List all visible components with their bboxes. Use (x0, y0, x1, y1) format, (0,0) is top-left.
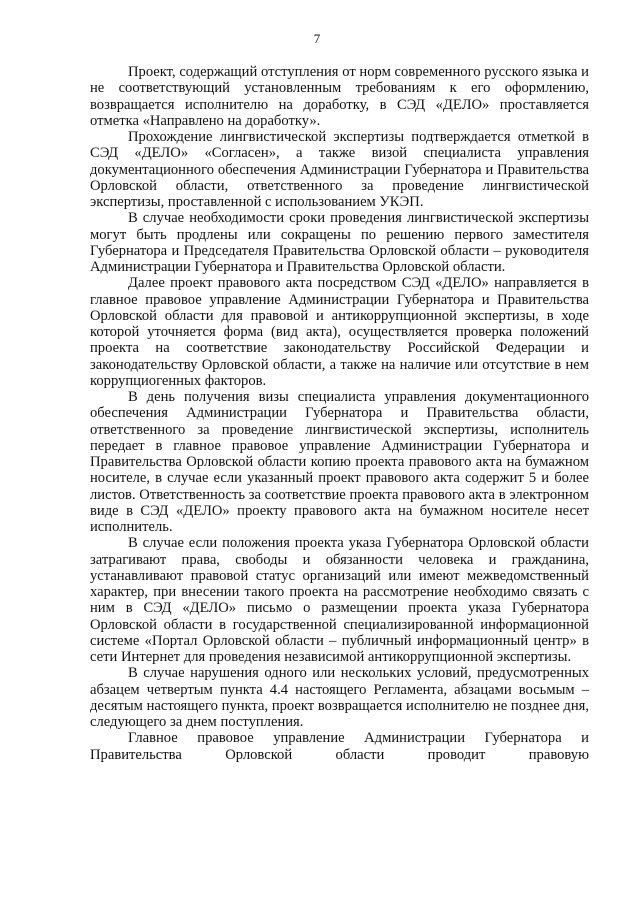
paragraph-anticorruption-portal: В случае если положения проекта указа Губернатора Орловской области затрагивают права, свободы и обязанности человека и гражданина, устанавливают правовой статус организаций или имеют межведомственный характер, при внесении такого проекта на рассмотрение необходимо связать с ним в СЭД «ДЕЛО» письмо о размещении проекта указа Губернатора Орловской области в государственной специализированной информационной системе «Портал Орловской области – публичный информационный центр» в сети Интернет для проведения независимой антикоррупционной экспертизы. (90, 535, 589, 665)
paragraph-legal-department: Главное правовое управление Администрации Губернатора и Правительства Орловской области проводит правовую (90, 730, 589, 763)
page-number: 7 (313, 31, 321, 46)
paragraph-violation-return: В случае нарушения одного или нескольких условий, предусмотренных абзацем четвертым пункта 4.4 настоящего Регламента, абзацами восьмым – десятым настоящего пункта, проект возвращается исполнителю не позднее дня, следующего за днем поступления. (90, 665, 589, 730)
paragraph-legal-review: Далее проект правового акта посредством СЭД «ДЕЛО» направляется в главное правовое управление Администрации Губернатора и Правительства Орловской области для правовой и антикоррупционной экспертизы, в ходе которой уточняется форма (вид акта), осуществляется проверка положений проекта на соответствие законодательству Российской Федерации и законодательству Орловской области, а также на наличие или отсутствие в нем коррупциогенных факторов. (90, 275, 589, 389)
paragraph-expertise-deadline: В случае необходимости сроки проведения лингвистической экспертизы могут быть продлены или сокращены по решению первого заместителя Губернатора и Председателя Правительства Орловской области – руководителя Администрации Губернатора и Правительства Орловской области. (90, 210, 589, 275)
paragraph-revision-return: Проект, содержащий отступления от норм современного русского языка и не соответствующий установленным требованиям к его оформлению, возвращается исполнителю на доработку, в СЭД «ДЕЛО» проставляется отметка «Направлено на доработку». (90, 64, 589, 129)
paragraph-linguistic-approval: Прохождение лингвистической экспертизы подтверждается отметкой в СЭД «ДЕЛО» «Согласен», а также визой специалиста управления документационного обеспечения Администрации Губернатора и Правительства Орловской области, ответственного за проведение лингвистической экспертизы, проставленной с использованием УКЭП. (90, 129, 589, 210)
paragraph-paper-copy: В день получения визы специалиста управления документационного обеспечения Администрации Губернатора и Правительства области, ответственного за проведение лингвистической экспертизы, исполнитель передает в главное правовое управление Администрации Губернатора и Правительства Орловской области копию проекта правового акта на бумажном носителе, в случае если указанный проект правового акта содержит 5 и более листов. Ответственность за соответствие проекта правового акта в электронном виде в СЭД «ДЕЛО» проекту правового акта на бумажном носителе несет исполнитель. (90, 389, 589, 535)
document-body (90, 64, 589, 763)
